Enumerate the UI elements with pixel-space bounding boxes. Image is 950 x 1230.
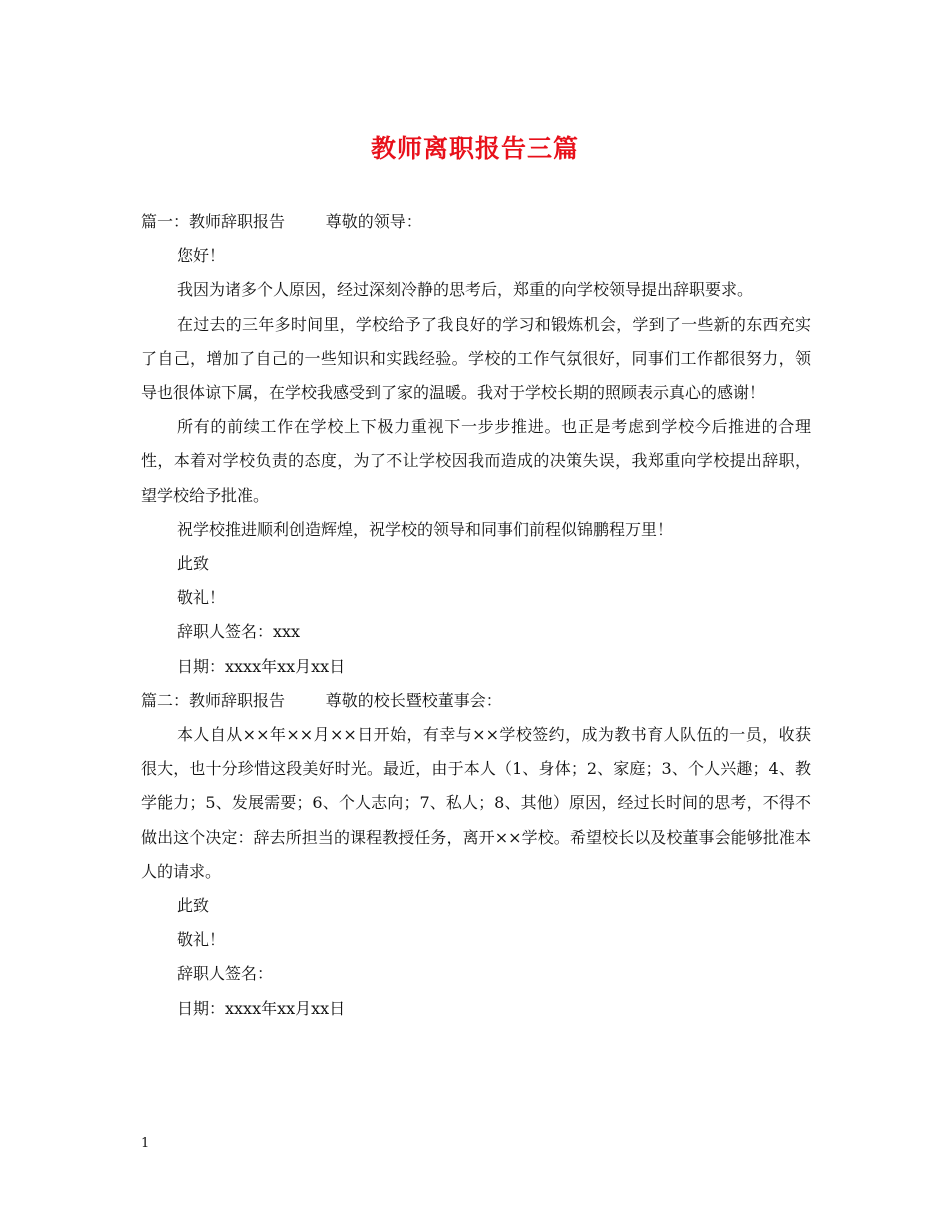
letter-2 [141, 684, 811, 1026]
letter-1-closing: 此致 [177, 554, 210, 574]
letter-2-date: 日期：xxxx年xx月xx日 [177, 998, 346, 1018]
letter-2-regards: 敬礼！ [177, 930, 226, 950]
letter-1-label: 篇一：教师辞职报告 [141, 212, 286, 231]
letter-2-salutation: 尊敬的校长暨校董事会： [325, 690, 502, 710]
letter-2-closing: 此致 [177, 896, 210, 916]
document-title: 教师离职报告三篇 [370, 134, 579, 163]
letter-1-signature: 辞职人签名：xxx [177, 622, 301, 642]
letter-1-paragraph: 祝学校推进顺利创造辉煌，祝学校的领导和同事们前程似锦鹏程万里！ [177, 519, 674, 539]
letter-1-paragraph: 所有的前续工作在学校上下极力重视下一步步推进。也正是考虑到学校今后推进的合理性，本着对学校负责的态度，为了不让学校因我而造成的决策失误，我郑重向学校提出辞职，望学校给予批准。 [141, 417, 811, 505]
letter-1-regards: 敬礼！ [177, 588, 226, 608]
letter-2-label: 篇二：教师辞职报告 [141, 690, 286, 710]
letter-1-salutation: 尊敬的领导： [325, 212, 422, 231]
page-number: 1 [141, 1136, 150, 1151]
letter-1-date: 日期：xxxx年xx月xx日 [177, 656, 346, 676]
letter-2-signature: 辞职人签名： [177, 964, 274, 984]
letter-1-heading [141, 205, 811, 239]
document-body [141, 205, 811, 1026]
letter-1-paragraph: 我因为诸多个人原因，经过深刻冷静的思考后，郑重的向学校领导提出辞职要求。 [177, 280, 754, 300]
letter-1-paragraph: 在过去的三年多时间里，学校给予了我良好的学习和锻炼机会，学到了一些新的东西充实了自己，增加了自己的一些知识和实践经验。学校的工作气氛很好，同事们工作都很努力，领导也很体谅下属，在学校我感受到了家的温暖。我对于学校长期的照顾表示真心的感谢！ [141, 314, 811, 403]
letter-1-greeting: 您好！ [177, 246, 226, 266]
letter-2-paragraph: 本人自从××年××月××日开始，有幸与××学校签约，成为教书育人队伍的一员，收获很大，也十分珍惜这段美好时光。最近，由于本人（1、身体；2、家庭；3、个人兴趣；4、教学能力；5、发展需要；6、个人志向；7、私人；8、其他）原因，经过长时间的思考，不得不做出这个决定：辞去所担当的课程教授任务，离开××学校。希望校长以及校董事会能够批准本人的请求。 [141, 725, 811, 881]
letter-1 [141, 205, 811, 684]
letter-2-heading [141, 684, 811, 718]
